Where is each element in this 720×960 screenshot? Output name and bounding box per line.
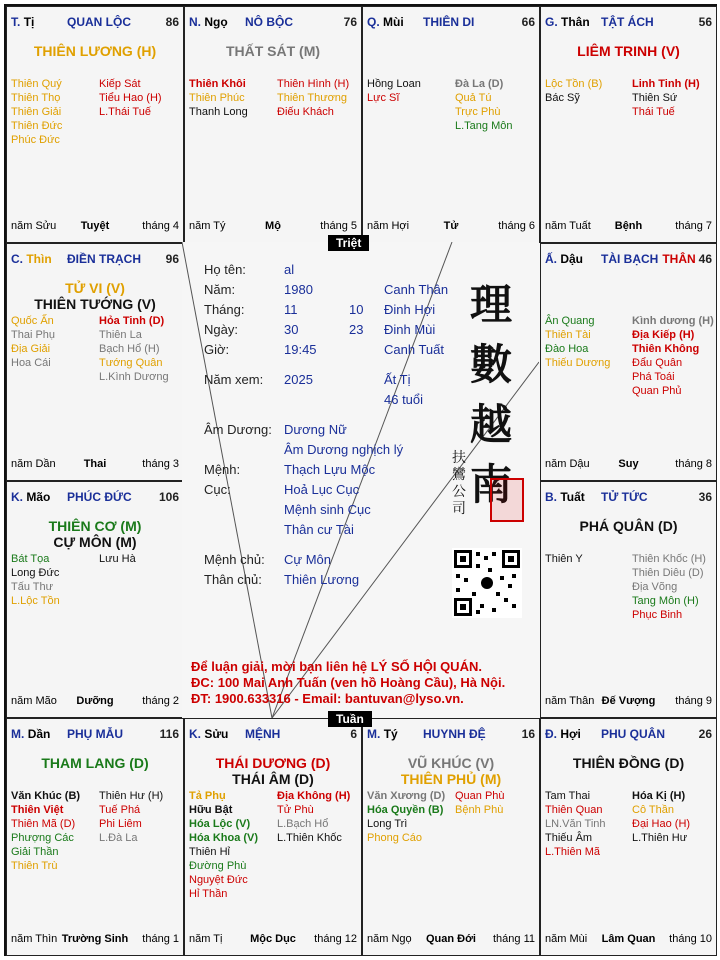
star: Linh Tinh (H): [632, 78, 700, 90]
ngay-dl: 30: [284, 322, 299, 337]
right-stars: [99, 789, 163, 845]
palace-header: [189, 727, 357, 743]
star: Địa Giải: [11, 343, 51, 355]
ngay-label: Ngày:: [204, 322, 238, 337]
cuc-2: Mệnh sinh Cục: [284, 502, 371, 517]
main-star: THIÊN TƯỚNG (V): [34, 296, 156, 312]
palace-thin: [6, 243, 184, 481]
palace-number: 116: [159, 727, 179, 741]
palace-header: [11, 490, 179, 506]
right-stars: [277, 789, 350, 845]
nam-value: 1980: [284, 282, 313, 297]
star: Thiên La: [99, 329, 142, 341]
star: Hóa Quyền (B): [367, 804, 444, 816]
palace-name: MỆNH: [245, 727, 281, 741]
left-stars: [545, 552, 583, 566]
star: Thiên Quý: [11, 78, 62, 90]
palace-name: PHU QUÂN: [601, 727, 666, 741]
seal-text: 扶鸞公司: [452, 450, 466, 517]
palace-number: 46: [698, 252, 712, 266]
month-label: tháng 9: [675, 695, 712, 707]
branch-label: M. Tý: [367, 727, 398, 741]
truong-sinh: Suy: [618, 458, 639, 470]
star: Thiên Khôi: [189, 78, 246, 90]
star: Bát Tọa: [11, 553, 50, 565]
star: Tả Phụ: [189, 790, 226, 802]
gio-label: Giờ:: [204, 342, 230, 357]
left-stars: [189, 77, 248, 119]
star: L.Tang Môn: [455, 120, 513, 132]
star: Phong Cáo: [367, 832, 423, 844]
contact-line-2: ĐC: 100 Mai Anh Tuấn (ven hồ Hoàng Cầu), Hà Nội.: [191, 675, 506, 690]
palace-footer: [189, 933, 357, 947]
right-stars: [99, 77, 162, 119]
star: LN.Văn Tinh: [545, 818, 606, 830]
thang-label: Tháng:: [204, 302, 245, 317]
star: Đại Hao (H): [632, 818, 691, 830]
star: Thiên Phúc: [189, 92, 245, 104]
star: Thái Tuế: [632, 106, 675, 118]
month-label: tháng 5: [320, 220, 357, 232]
branch-label: B. Tuất: [545, 490, 585, 504]
year-label: năm Dần: [11, 458, 56, 470]
truong-sinh: Thai: [83, 458, 107, 470]
branch-label: T. Tị: [11, 15, 35, 29]
palace-name: PHÚC ĐỨC: [67, 490, 132, 504]
cuc-label: Cục:: [204, 482, 231, 497]
branch-label: Đ. Hợi: [545, 727, 581, 741]
star: Nguyệt Đức: [189, 874, 248, 886]
palace-footer: [11, 933, 179, 947]
truong-sinh: Mộc Dục: [250, 933, 296, 945]
star: Địa Không (H): [277, 790, 351, 802]
star: Thiên Diêu (D): [632, 567, 704, 579]
palace-tuat: [540, 481, 717, 718]
contact-line-1: Để luận giải, mời bạn liên hệ LÝ SỐ HỘI QUÁN.: [191, 659, 482, 674]
ngay-can-chi: Đinh Mùi: [384, 322, 436, 337]
star: Phượng Các: [11, 832, 74, 844]
month-label: tháng 3: [142, 458, 179, 470]
star: Thiên Mã (D): [11, 818, 76, 830]
star: Quan Phủ: [632, 385, 682, 397]
star: L.Kình Dương: [99, 371, 169, 383]
tuoi-value: 46 tuổi: [384, 392, 424, 407]
palace-name: HUYNH ĐỆ: [423, 727, 486, 741]
branch-label: M. Dần: [11, 727, 51, 741]
star: Đào Hoa: [545, 343, 589, 355]
star: Lực Sĩ: [367, 92, 400, 104]
star: Thai Phụ: [11, 329, 56, 341]
star: Thiên Đức: [11, 120, 63, 132]
month-label: tháng 10: [669, 933, 712, 945]
palace-number: 96: [165, 252, 179, 266]
right-stars: [99, 552, 136, 566]
thang-dl: 11: [284, 302, 298, 317]
star: Đẩu Quân: [632, 357, 683, 369]
menh-chu-label: Mệnh chủ:: [204, 552, 265, 567]
truong-sinh: Lâm Quan: [601, 933, 656, 945]
palace-dau: [540, 243, 717, 481]
star: Giải Thần: [11, 846, 59, 858]
palace-number: 16: [521, 727, 535, 741]
star: Phục Binh: [632, 609, 683, 621]
star: Lưu Hà: [99, 553, 136, 565]
main-star: LIÊM TRINH (V): [577, 43, 680, 59]
star: Bạch Hổ (H): [99, 343, 160, 355]
palace-number: 76: [343, 15, 357, 29]
star: Thiên Hình (H): [277, 78, 350, 90]
truong-sinh: Mộ: [265, 220, 281, 232]
left-stars: [367, 77, 421, 105]
star: Hỏa Tinh (D): [99, 315, 165, 327]
month-label: tháng 1: [142, 933, 179, 945]
star: L.Thái Tuế: [99, 106, 151, 118]
star: Trực Phù: [455, 106, 501, 118]
month-label: tháng 4: [142, 220, 179, 232]
palace-name: TỬ TỨC: [601, 490, 648, 504]
right-stars: [455, 789, 505, 817]
branch-label: Q. Mùi: [367, 15, 404, 29]
main-star: THIÊN PHỦ (M): [400, 771, 502, 787]
star: Bác Sỹ: [545, 92, 580, 104]
branch-label: N. Ngọ: [189, 15, 228, 29]
palace-mao: [6, 481, 184, 718]
palace-footer: [11, 458, 179, 472]
calligraphy-4: 南: [470, 460, 513, 509]
calligraphy-3: 越: [470, 400, 513, 449]
nam-xem-label: Năm xem:: [204, 372, 264, 387]
star: Điếu Khách: [277, 106, 334, 118]
contact-line-3: ĐT: 1900.633316 - Email: bantuvan@lyso.vn.: [191, 691, 464, 706]
star: Long Đức: [11, 567, 60, 579]
star: Thiên Không: [632, 343, 700, 355]
right-stars: [455, 77, 512, 133]
ho-ten-label: Họ tên:: [204, 262, 246, 277]
palace-header: [545, 252, 712, 268]
star: Tang Môn (H): [632, 595, 699, 607]
year-label: năm Sửu: [11, 220, 57, 232]
palace-number: 86: [165, 15, 179, 29]
star: Long Trì: [367, 818, 408, 830]
calligraphy-2: 數: [470, 340, 513, 389]
am-duong-2: Âm Dương nghịch lý: [284, 442, 404, 457]
year-label: năm Tuất: [545, 220, 591, 232]
star: Đà La (D): [455, 78, 504, 90]
am-duong-label: Âm Dương:: [204, 422, 272, 437]
year-label: năm Tý: [189, 220, 226, 232]
branch-label: Ấ. Dậu: [545, 252, 584, 266]
main-star: THIÊN LƯƠNG (H): [33, 43, 157, 59]
gio-can-chi: Canh Tuất: [384, 342, 444, 357]
main-star: THÁI ÂM (D): [232, 771, 314, 787]
nam-xem-value: 2025: [284, 372, 313, 387]
main-star: THAM LANG (D): [41, 755, 149, 771]
left-stars: [545, 77, 602, 105]
palace-number: 66: [521, 15, 535, 29]
truong-sinh: Trường Sinh: [61, 933, 129, 945]
branch-label: K. Sửu: [189, 727, 229, 741]
thang-can-chi: Đinh Hợi: [384, 302, 436, 317]
star: Thiên Sứ: [632, 92, 678, 104]
year-label: năm Mùi: [545, 933, 588, 945]
star: Tam Thai: [545, 790, 591, 802]
palace-header: [11, 252, 179, 268]
palace-mui: [362, 6, 540, 243]
palace-header: [545, 15, 712, 31]
main-star: THIÊN CƠ (M): [48, 518, 142, 534]
palace-name: NÔ BỘC: [245, 15, 293, 29]
star: Hóa Kị (H): [632, 790, 686, 802]
palace-footer: [545, 695, 712, 709]
star: Quan Phù: [455, 790, 505, 802]
palace-suu: [184, 718, 362, 956]
palace-than: [540, 6, 717, 243]
star: Cô Thần: [632, 804, 674, 816]
nam-xem-can-chi: Ất Tị: [384, 372, 411, 387]
left-stars: [11, 789, 80, 873]
right-stars: [277, 77, 349, 119]
star: Hoa Cái: [11, 357, 51, 369]
star: Thiếu Dương: [545, 357, 611, 369]
palace-header: [545, 727, 712, 743]
calligraphy-1: 理: [470, 280, 513, 329]
nam-label: Năm:: [204, 282, 236, 297]
palace-name: PHỤ MẪU: [67, 727, 123, 741]
star: Văn Xương (D): [367, 790, 446, 802]
branch-label: K. Mão: [11, 490, 51, 504]
star: Địa Võng: [632, 581, 678, 593]
year-label: năm Dậu: [545, 458, 590, 470]
star: Kiếp Sát: [99, 78, 141, 90]
palace-footer: [367, 933, 535, 947]
star: Thiên Hỉ: [189, 846, 230, 858]
palace-number: 36: [698, 490, 712, 504]
palace-name: TÀI BẠCH THÂN: [601, 252, 696, 266]
palace-footer: [545, 220, 712, 234]
star: L.Bạch Hổ: [277, 818, 329, 830]
branch-label: G. Thân: [545, 15, 590, 29]
palace-ti: [6, 6, 184, 243]
than-chu-label: Thân chủ:: [204, 572, 262, 587]
month-label: tháng 7: [675, 220, 712, 232]
palace-number: 26: [698, 727, 712, 741]
star: Hồng Loan: [367, 78, 421, 90]
am-duong-1: Dương Nữ: [284, 422, 347, 437]
left-stars: [11, 314, 55, 370]
star: Ân Quang: [545, 315, 595, 327]
star: Tướng Quân: [99, 357, 163, 369]
star: L.Thiên Khốc: [277, 832, 342, 844]
star: Đường Phù: [189, 860, 247, 872]
palace-name: THIÊN DI: [423, 15, 475, 29]
left-stars: [367, 789, 445, 845]
palace-footer: [11, 220, 179, 234]
year-label: năm Thìn: [11, 933, 58, 945]
main-star: TỬ VI (V): [65, 280, 125, 296]
month-label: tháng 12: [314, 933, 357, 945]
star: Thiên Trù: [11, 860, 58, 872]
star: Phá Toái: [632, 371, 675, 383]
ngay-al: 23: [349, 322, 364, 337]
thang-al: 10: [349, 302, 364, 317]
star: Tuế Phá: [99, 804, 141, 816]
right-stars: [632, 789, 690, 845]
menh-label: Mệnh:: [204, 462, 241, 477]
star: Phúc Đức: [11, 134, 60, 146]
star: Thanh Long: [189, 106, 248, 118]
star: Tiểu Hao (H): [99, 92, 162, 104]
month-label: tháng 2: [142, 695, 179, 707]
month-label: tháng 8: [675, 458, 712, 470]
main-star: PHÁ QUÂN (D): [579, 518, 678, 534]
star: L.Thiên Hư: [632, 832, 688, 844]
year-label: năm Hợi: [367, 220, 410, 232]
truong-sinh: Bệnh: [614, 220, 643, 232]
star: Tử Phù: [277, 804, 314, 816]
truong-sinh: Đế Vượng: [601, 695, 656, 707]
star: Văn Khúc (B): [11, 790, 81, 802]
year-label: năm Mão: [11, 695, 57, 707]
year-label: năm Tị: [189, 933, 223, 945]
palace-name: QUAN LỘC: [67, 15, 131, 29]
cuc-3: Thân cư Tài: [284, 522, 354, 537]
palace-footer: [545, 933, 712, 947]
star: Quả Tú: [455, 92, 492, 104]
horoscope-board: [4, 4, 717, 956]
qr-code: [452, 548, 522, 618]
star: Thiên Khốc (H): [632, 553, 706, 565]
star: Hóa Khoa (V): [189, 832, 259, 844]
right-stars: [99, 314, 169, 384]
truong-sinh: Tuyệt: [80, 220, 110, 232]
palace-number: 106: [158, 490, 179, 504]
truong-sinh: Tử: [443, 220, 459, 232]
star: Thiếu Âm: [545, 832, 593, 844]
palace-header: [367, 727, 535, 743]
palace-footer: [545, 458, 712, 472]
star: L.Lộc Tồn: [11, 595, 60, 607]
star: Kình dương (H): [632, 315, 714, 327]
star: Thiên Thọ: [11, 92, 61, 104]
star: Phi Liêm: [99, 818, 142, 830]
year-label: năm Ngọ: [367, 933, 412, 945]
truong-sinh: Quan Đới: [426, 933, 476, 945]
nam-can-chi: Canh Thân: [384, 282, 449, 297]
star: Thiên Quan: [545, 804, 603, 816]
star: Hữu Bật: [189, 804, 233, 816]
palace-footer: [11, 695, 179, 709]
main-star: THẤT SÁT (M): [225, 43, 321, 59]
palace-name: ĐIỀN TRẠCH: [67, 252, 141, 266]
palace-footer: [189, 220, 357, 234]
star: Tấu Thư: [11, 581, 54, 593]
left-stars: [545, 314, 610, 370]
palace-ty: [362, 718, 540, 956]
main-star: CỰ MÔN (M): [53, 534, 137, 550]
month-label: tháng 6: [498, 220, 535, 232]
right-stars: [632, 314, 714, 398]
cuc-1: Hoả Lục Cục: [284, 482, 360, 497]
star: Lộc Tồn (B): [545, 78, 603, 90]
palace-name: TẬT ÁCH: [601, 15, 654, 29]
star: Địa Kiếp (H): [632, 329, 695, 341]
star: L.Đà La: [99, 832, 138, 844]
star: Thiên Giải: [11, 106, 62, 118]
than-chu-value: Thiên Lương: [284, 572, 360, 587]
month-label: tháng 11: [492, 933, 535, 945]
star: Thiên Việt: [11, 804, 64, 816]
right-stars: [632, 77, 700, 119]
palace-header: [11, 727, 179, 743]
menh-value: Thạch Lựu Mộc: [284, 462, 376, 477]
palace-header: [189, 15, 357, 31]
star: L.Thiên Mã: [545, 846, 601, 858]
star: Thiên Thương: [277, 92, 348, 104]
menh-chu-value: Cự Môn: [284, 552, 331, 567]
tuan-tag: Tuần: [328, 711, 372, 727]
red-seal: [490, 478, 524, 522]
right-stars: [632, 552, 706, 622]
palace-number: 56: [698, 15, 712, 29]
main-star: THÁI DƯƠNG (D): [215, 755, 331, 771]
star: Thiên Tài: [545, 329, 591, 341]
star: Bệnh Phù: [455, 804, 504, 816]
star: Thiên Hư (H): [99, 790, 164, 802]
branch-label: C. Thìn: [11, 252, 52, 266]
year-label: năm Thân: [545, 695, 595, 707]
triet-tag: Triệt: [328, 235, 369, 251]
left-stars: [189, 789, 258, 901]
star: Hỉ Thần: [189, 888, 228, 900]
left-stars: [11, 552, 60, 608]
main-star: THIÊN ĐỒNG (D): [572, 755, 685, 771]
truong-sinh: Dưỡng: [76, 695, 114, 707]
palace-hoi: [540, 718, 717, 956]
palace-footer: [367, 220, 535, 234]
ho-ten-value: al: [284, 262, 295, 277]
main-star: VŨ KHÚC (V): [407, 755, 495, 771]
star: Quốc Ấn: [11, 315, 54, 327]
star: Thiên Y: [545, 553, 583, 565]
palace-ngo: [184, 6, 362, 243]
palace-dan: [6, 718, 184, 956]
left-stars: [11, 77, 62, 147]
palace-header: [367, 15, 535, 31]
left-stars: [545, 789, 606, 859]
gio-value: 19:45: [284, 342, 317, 357]
palace-number: 6: [350, 727, 357, 741]
palace-header: [545, 490, 712, 506]
palace-header: [11, 15, 179, 31]
star: Hóa Lộc (V): [189, 818, 251, 830]
